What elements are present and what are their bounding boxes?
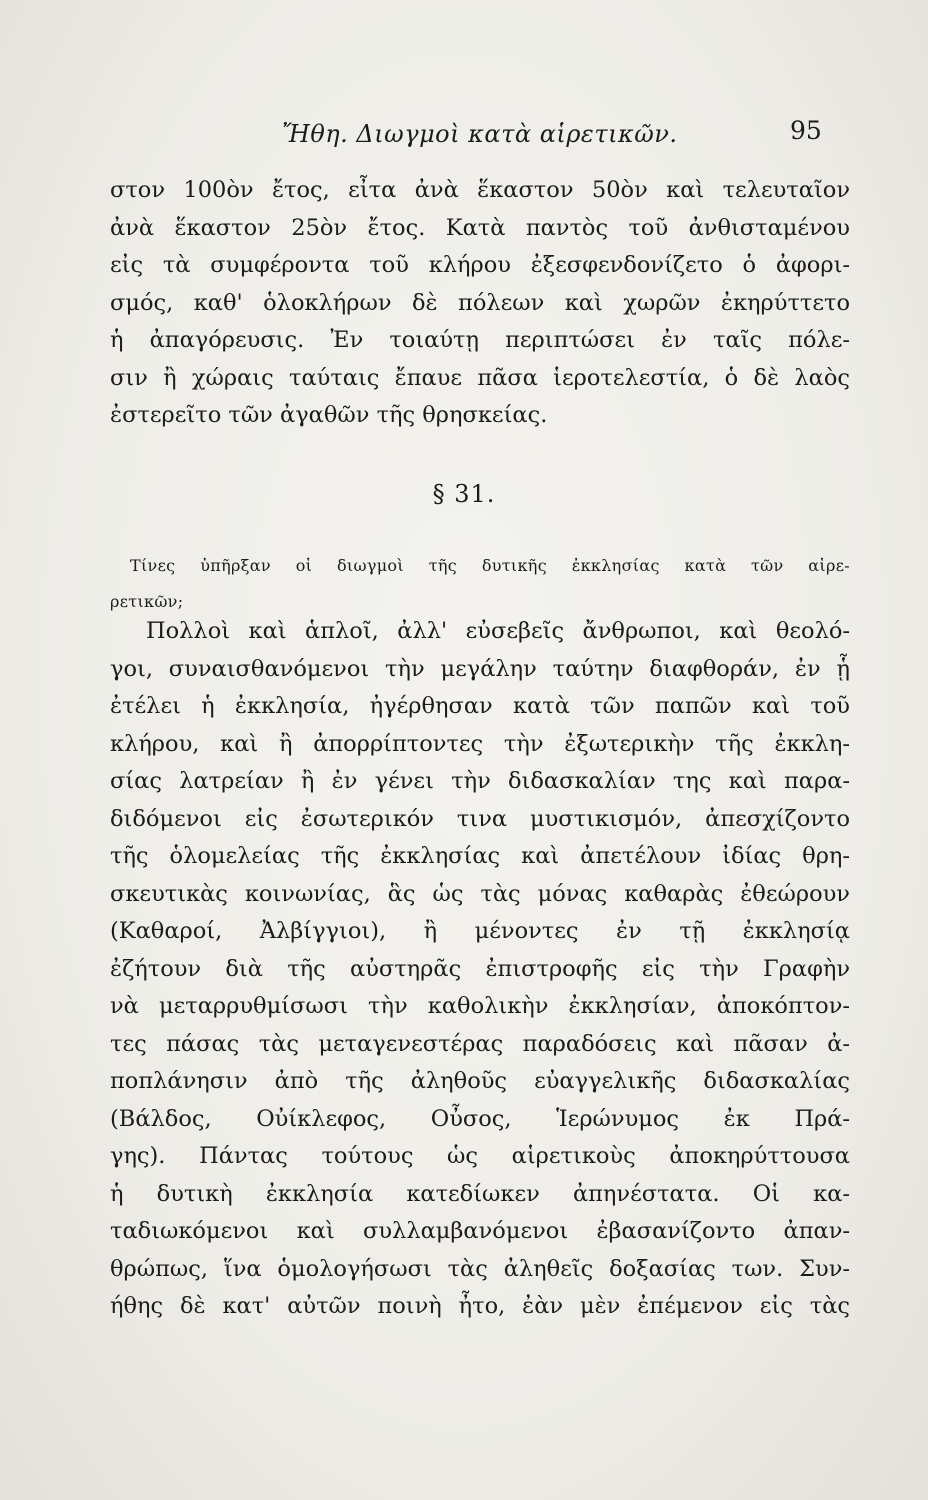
text-line: (Καθαροί, Ἀλβίγγιοι), ἢ μένοντες ἐν τῇ ἐκκλησίᾳ xyxy=(110,918,850,944)
text-line: ἡ δυτικὴ ἐκκλησία κατεδίωκεν ἀπηνέστατα. Οἱ κα- xyxy=(110,1180,850,1207)
text-line: εἰς τὰ συμφέροντα τοῦ κλήρου ἐξεσφενδονίζετο ὁ ἀφορι- xyxy=(110,252,850,278)
text-line: ἐζήτουν διὰ τῆς αὐστηρᾶς ἐπιστροφῆς εἰς τὴν Γραφὴν xyxy=(110,955,850,982)
text-line: κλήρου, καὶ ἢ ἀπορρίπτοντες τὴν ἐξωτερικὴν τῆς ἐκκλη- xyxy=(110,730,850,757)
page-number: 95 xyxy=(790,116,822,145)
text-line: σκευτικὰς κοινωνίας, ἃς ὡς τὰς μόνας καθαρὰς ἐθεώρουν xyxy=(110,880,850,907)
text-line: σίας λατρείαν ἢ ἐν γένει τὴν διδασκαλίαν της καὶ παρα- xyxy=(110,768,850,794)
text-line: σμός, καθ' ὁλοκλήρων δὲ πόλεων καὶ χωρῶν ἐκηρύττετο xyxy=(110,289,850,316)
text-line: γοι, συναισθανόμενοι τὴν μεγάλην ταύτην διαφθοράν, ἐν ᾗ xyxy=(110,655,850,682)
section-heading: § 31. xyxy=(432,480,496,508)
page-header xyxy=(0,116,928,152)
running-head: Ἤθη. Διωγμοὶ κατὰ αἱρετικῶν. xyxy=(282,120,678,148)
text-line: τῆς ὁλομελείας τῆς ἐκκλησίας καὶ ἀπετέλουν ἰδίας θρη- xyxy=(110,843,850,869)
text-line: διδόμενοι εἰς ἐσωτερικόν τινα μυστικισμόν, ἀπεσχίζοντο xyxy=(110,805,850,832)
text-line: ταδιωκόμενοι καὶ συλλαμβανόμενοι ἐβασανίζοντο ἀπαν- xyxy=(110,1218,850,1244)
text-line: ήθης δὲ κατ' αὐτῶν ποινὴ ἦτο, ἐὰν μὲν ἐπέμενον εἰς τὰς xyxy=(110,1293,850,1319)
text-line: ἐστερεῖτο τῶν ἀγαθῶν τῆς θρησκείας. xyxy=(110,402,548,428)
question-line: Τίνες ὑπῆρξαν οἱ διωγμοὶ τῆς δυτικῆς ἐκκλησίας κατὰ τῶν αἱρε- xyxy=(130,556,850,575)
text-line: τες πάσας τὰς μεταγενεστέρας παραδόσεις καὶ πᾶσαν ἀ- xyxy=(110,1030,850,1057)
text-line: (Βάλδος, Οὐίκλεφος, Οὖσος, Ἱερώνυμος ἐκ Πρά- xyxy=(110,1105,850,1132)
paragraph-main xyxy=(110,613,850,1326)
text-line: θρώπως, ἵνα ὁμολογήσωσι τὰς ἀληθεῖς δοξασίας των. Συν- xyxy=(110,1255,850,1282)
section-question xyxy=(110,548,850,620)
question-line: ρετικῶν; xyxy=(110,592,184,611)
text-line: Πολλοὶ καὶ ἁπλοῖ, ἀλλ' εὐσεβεῖς ἄνθρωποι, καὶ θεολό- xyxy=(146,618,850,644)
text-line: σιν ἢ χώραις ταύταις ἔπαυε πᾶσα ἱεροτελεστία, ὁ δὲ λαὸς xyxy=(110,364,850,391)
text-line: ἡ ἀπαγόρευσις. Ἐν τοιαύτῃ περιπτώσει ἐν ταῖς πόλε- xyxy=(110,327,850,353)
text-line: ἀνὰ ἕκαστον 25ὸν ἔτος. Κατὰ παντὸς τοῦ ἀνθισταμένου xyxy=(110,214,850,241)
paragraph-continued xyxy=(110,172,850,435)
text-line: στον 100ὸν ἔτος, εἶτα ἀνὰ ἕκαστον 50ὸν καὶ τελευταῖον xyxy=(110,177,850,203)
text-line: ἐτέλει ἡ ἐκκλησία, ἠγέρθησαν κατὰ τῶν παπῶν καὶ τοῦ xyxy=(110,693,850,719)
text-line: νὰ μεταρρυθμίσωσι τὴν καθολικὴν ἐκκλησίαν, ἀποκόπτον- xyxy=(110,993,850,1019)
text-line: γης). Πάντας τούτους ὡς αἱρετικοὺς ἀποκηρύττουσα xyxy=(110,1143,850,1169)
text-line: ποπλάνησιν ἀπὸ τῆς ἀληθοῦς εὐαγγελικῆς διδασκαλίας xyxy=(110,1068,850,1094)
